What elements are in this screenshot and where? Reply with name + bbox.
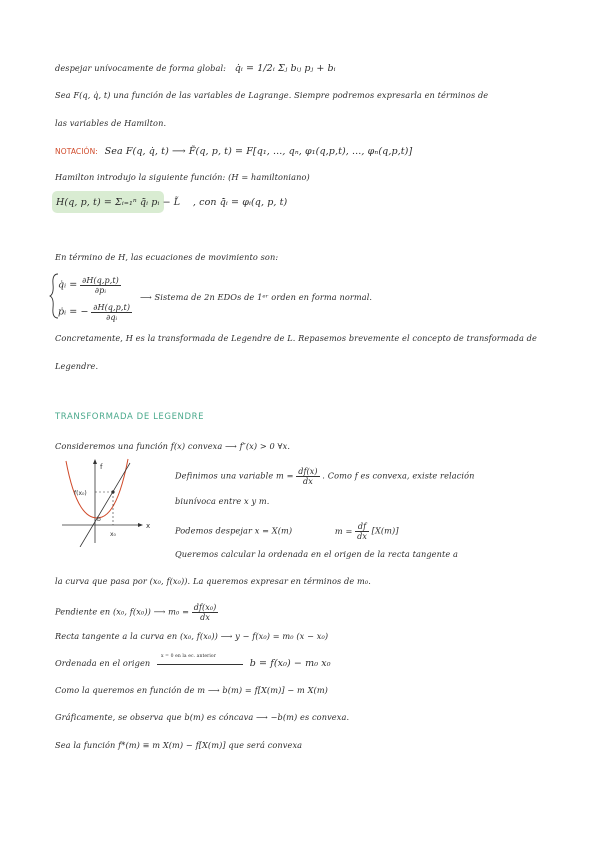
text-line-13: biunívoca entre x y m. <box>175 496 270 506</box>
equation-p-dot: ṗᵢ = − $\frac{\partial H(q,p,t)}{\text{∂qᵢ}}$ <box>58 303 131 322</box>
text-line-1: despejar unívocamente de forma global: q̇ᵢ = 1/2ᵢ Σⱼ bᵢⱼ pⱼ + bᵢ <box>55 63 336 74</box>
text-line-7: En término de H, las ecuaciones de movimiento son: <box>55 252 279 262</box>
text-line-12: Definimos una variable m = $\frac{df(x)}{dx}$ . Como f es convexa, existe relación <box>175 467 475 486</box>
text-line-17: Pendiente en (x₀, f(x₀)) ⟶ m₀ = $\frac{\text{df(x₀)}}{dx}$ <box>55 603 217 622</box>
text-line-22: Sea la función f*(m) ≡ m X(m) − f[X(m)] que será convexa <box>55 740 303 750</box>
text-line-19: Ordenada en el origen x = 0 en la ec. anterior b = f(x₀) − m₀ x₀ <box>55 658 331 669</box>
graph-x0-label: x₀ <box>110 531 116 538</box>
graph-b-label: b <box>97 516 101 523</box>
text-line-21: Gráficamente, se observa que b(m) es cóncava ⟶ −b(m) es convexa. <box>55 712 350 722</box>
equation-q-dot: q̇ᵢ = $\frac{\partial H(q,p,t)}{\text{∂pᵢ}}$ <box>58 276 119 295</box>
text-line-18: Recta tangente a la curva en (x₀, f(x₀)) ⟶ y − f(x₀) = m₀ (x − x₀) <box>55 631 329 641</box>
equation-note: ⟶ Sistema de 2n EDOs de 1ᵉʳ orden en forma normal. <box>140 292 373 302</box>
section-title: TRANSFORMADA DE LEGENDRE <box>55 412 205 422</box>
x-axis-arrow-icon <box>138 523 143 527</box>
tangent-point <box>111 490 114 493</box>
arrow-label: x = 0 en la ec. anterior <box>161 654 216 659</box>
text-line-15: Queremos calcular la ordenada en el origen de la recta tangente a <box>175 549 459 559</box>
graph-fx0-label: f(x₀) <box>74 490 87 497</box>
text-line-14: Podemos despejar x = X(m) m = $\frac{df}{dx}$ [X(m)] <box>175 522 399 541</box>
text-line-3: las variables de Hamilton. <box>55 118 167 128</box>
text-line-20: Como la queremos en función de m ⟶ b(m) = f[X(m)] − m X(m) <box>55 685 328 695</box>
notation-line: NOTACIÓN: Sea F(q, q̇, t) ⟶ F̃(q, p, t) = F[q₁, ..., qₙ, φ₁(q,p,t), ..., φₙ(q,p,t)] <box>55 146 413 157</box>
text-line-2: Sea F(q, q̇, t) una función de las variables de Lagrange. Siempre podremos expresarla en términos de <box>55 90 489 100</box>
graph-y-label: f <box>100 463 103 471</box>
graph-x-label: x <box>146 522 151 530</box>
y-axis-arrow-icon <box>93 459 97 464</box>
text-line-5: Hamilton introdujo la siguiente función: (H = hamiltoniano) <box>55 172 310 182</box>
text-line-11: Consideremos una función f(x) convexa ⟶ f″(x) > 0 ∀x. <box>55 441 291 451</box>
notation-label: NOTACIÓN: <box>55 147 98 156</box>
text-line-9: Concretamente, H es la transformada de Legendre de L. Repasemos brevemente el concepto de transformada de <box>55 333 537 343</box>
tangent-line <box>80 463 130 547</box>
convex-curve <box>66 459 128 518</box>
hamiltonian-definition: H(q, p, t) = Σᵢ₌₁ⁿ q̃̇ᵢ pᵢ − L̃ , con q̃̇ᵢ = φᵢ(q, p, t) <box>56 197 288 208</box>
convex-function-graph <box>58 455 158 547</box>
text-line-16: la curva que pasa por (x₀, f(x₀)). La queremos expresar en términos de m₀. <box>55 576 371 586</box>
arrow-icon <box>157 664 243 665</box>
text-line-10: Legendre. <box>55 361 99 371</box>
